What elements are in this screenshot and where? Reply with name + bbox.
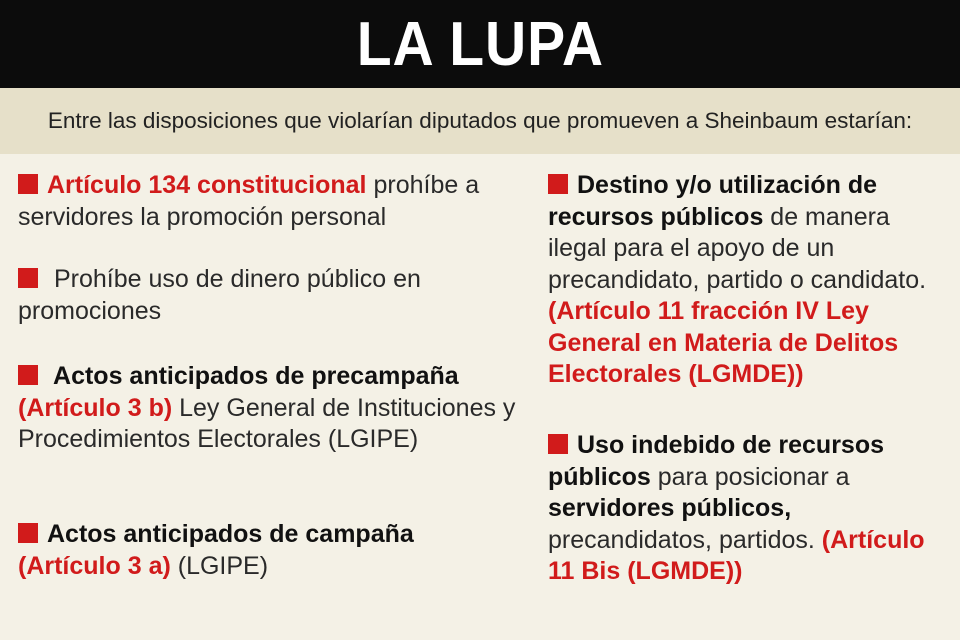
bullet-icon [548,434,568,454]
article-reference: (Artículo 11 Bis (LGMDE)) [548,525,925,585]
item-text: para posicionar a [650,462,850,491]
item-text: prohíbe a servidores la promoción personal [18,171,480,231]
item-heading: Actos anticipados de precampaña [47,362,459,390]
list-item [18,264,518,327]
article-reference: (Artículo 3 b) [18,393,173,422]
header-bar [0,0,960,88]
item-text: precandidatos, partidos. [548,525,822,554]
item-text: (LGIPE) [170,551,269,580]
bullet-icon [18,174,38,194]
list-item [548,170,943,391]
list-item [548,430,943,588]
intro-text: Entre las disposiciones que violarían diputados que promueven a Sheinbaum estarían: [47,108,913,133]
bullet-icon [18,365,38,385]
item-heading: Actos anticipados de campaña [47,520,414,548]
list-item [18,361,518,456]
item-heading: servidores públicos, [548,494,792,522]
article-reference: (Artículo 3 a) [18,551,171,580]
item-text: de manera ilegal para el apoyo de un precandidato, partido o candidato. [548,202,927,294]
list-item [18,170,518,233]
item-heading: Destino y/o utilización de recursos públicos [548,171,878,231]
bullet-icon [548,174,568,194]
bullet-icon [18,523,38,543]
item-heading: Uso indebido de recursos públicos [548,431,885,491]
item-text: Ley General de Instituciones y Procedimientos Electorales (LGIPE) [18,393,516,453]
list-item [18,519,518,582]
item-text: Prohíbe uso de dinero público en promociones [18,265,421,325]
article-reference: (Artículo 11 fracción IV Ley General en Materia de Delitos Electorales (LGMDE)) [548,297,899,388]
article-reference: Artículo 134 constitucional [47,171,367,199]
page-title: LA LUPA [356,9,604,79]
intro-banner [0,88,960,154]
bullet-icon [18,268,38,288]
